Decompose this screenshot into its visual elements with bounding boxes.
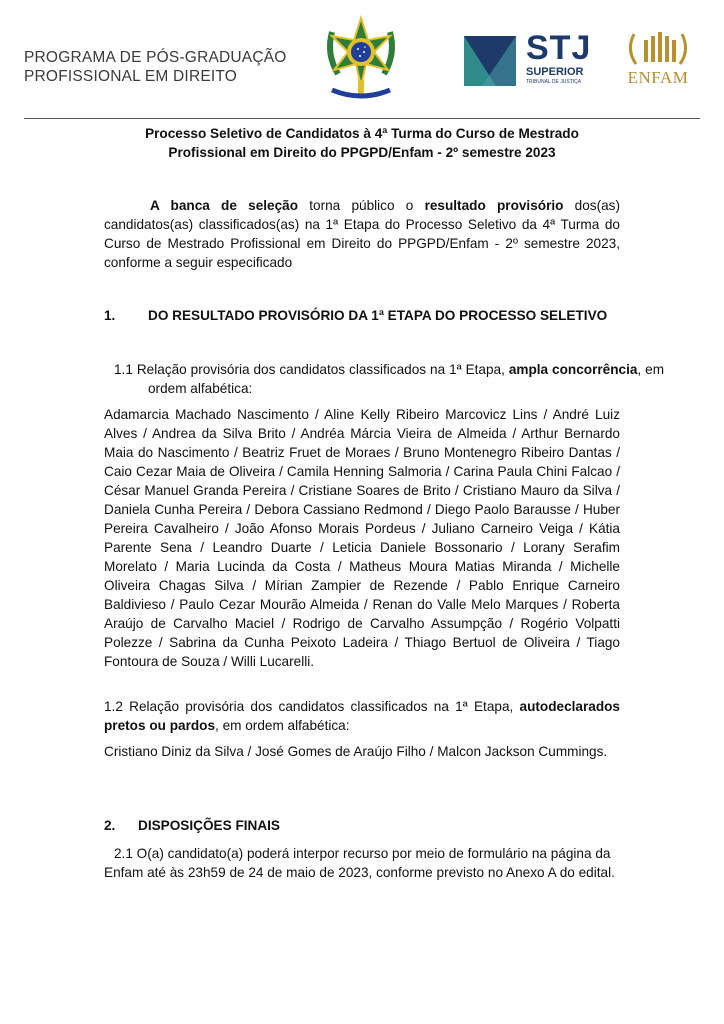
section-1-heading: [104, 306, 620, 325]
item-1-2: [104, 697, 620, 735]
intro-bold-2: resultado provisório: [424, 198, 564, 213]
section-1-number: 1.: [104, 308, 116, 323]
enfam-logo: [620, 30, 696, 92]
stj-tribunal: TRIBUNAL DE JUSTIÇA: [526, 79, 582, 85]
item-1-2-bold: autodeclarados pretos ou pardos: [104, 699, 620, 733]
section-2-number: 2.: [104, 818, 116, 833]
program-line-1: PROGRAMA DE PÓS-GRADUAÇÃO: [24, 49, 287, 66]
title-line-2: Profissional em Direito do PPGPD/Enfam - 2º semestre 2023: [168, 145, 556, 160]
intro-text-1: torna público o: [298, 198, 425, 213]
program-line-2: PROFISSIONAL EM DIREITO: [24, 68, 238, 85]
intro-text-2: dos(as) candidatos(as) classificados(as) na 1ª Etapa do Processo Seletivo da 4ª Turma do Curso de Mestrado Profissional em Direito do PPGPD/Enfam - 2º semestre 2023, conforme a seguir especificado: [104, 198, 621, 270]
section-2-title: DISPOSIÇÕES FINAIS: [138, 818, 281, 833]
item-1-2-text-2: , em ordem alfabética:: [215, 718, 350, 733]
stj-abbreviation: STJ: [526, 29, 592, 67]
document-title: [104, 124, 620, 162]
list-pretos-pardos: Cristiano Diniz da Silva / José Gomes de Araújo Filho / Malcon Jackson Cummings.: [104, 744, 608, 759]
header-divider: [24, 118, 700, 119]
program-name: [24, 48, 287, 86]
item-1-2-text-1: 1.2 Relação provisória dos candidatos classificados na 1ª Etapa,: [104, 699, 520, 714]
title-line-1: Processo Seletivo de Candidatos à 4ª Turma do Curso de Mestrado: [145, 126, 579, 141]
intro-paragraph: [104, 196, 620, 272]
list-ampla-concorrencia: Adamarcia Machado Nascimento / Aline Kelly Ribeiro Marcovicz Lins / André Luiz Alves / Andrea da Silva Brito / Andréa Márcia Vieira de Almeida / Arthur Bernardo Maia do Nascimento / Beatriz Fruet de Moraes / Bruno Montenegro Ribeiro Dantas / Caio Cezar Maia de Oliveira / Camila Henning Salmoria / Carina Paula Chini Falcao / César Manuel Granda Pereira / Cristiane Soares de Brito / Cristiano Mauro da Silva / Daniela Cunha Pereira / Debora Cassiano Redmond / Diego Paolo Barausse / Huber Pereira Cavalheiro / João Afonso Morais Pordeus / Juliano Carneiro Veiga / Kátia Parente Sena / Leandro Duarte / Leticia Daniele Bossonario / Lorany Serafim Morelato / Maria Lucinda da Costa / Matheus Moura Matias Miranda / Michelle Oliveira Chagas Silva / Mírian Zampier de Rezende / Pablo Enrique Carneiro Baldivieso / Paulo Cezar Mourão Almeida / Renan do Valle Melo Marques / Roberta Araújo de Carvalho Maciel / Rodrigo de Carvalho Assumpção / Rogério Volpatti Polezze / Sabrina da Cunha Peixoto Ladeira / Thiago Bertuol de Oliveira / Tiago Fontoura de Souza / Willi Lucarelli.: [104, 407, 620, 669]
coat-of-arms-logo: [318, 14, 404, 102]
item-1-1-text-1: 1.1 Relação provisória dos candidatos classificados na 1ª Etapa,: [114, 362, 509, 377]
section-1-title: DO RESULTADO PROVISÓRIO DA 1ª ETAPA DO PROCESSO SELETIVO: [148, 308, 608, 323]
stj-logo: [462, 30, 594, 90]
intro-bold-1: A banca de seleção: [150, 198, 299, 213]
stj-superior: SUPERIOR: [526, 66, 584, 78]
item-2-1-text: 2.1 O(a) candidato(a) poderá interpor recurso por meio de formulário na página da Enfam até às 23h59 de 24 de maio de 2023, conforme previsto no Anexo A do edital.: [104, 846, 615, 880]
item-1-1-text-2: , em ordem alfabética:: [148, 362, 665, 396]
document-header: [0, 0, 724, 118]
item-1-1-bold: ampla concorrência: [508, 362, 638, 377]
enfam-wordmark: ENFAM: [627, 68, 689, 87]
item-1-1: [104, 360, 664, 398]
item-2-1: [104, 844, 620, 882]
section-2-heading: [104, 816, 620, 835]
